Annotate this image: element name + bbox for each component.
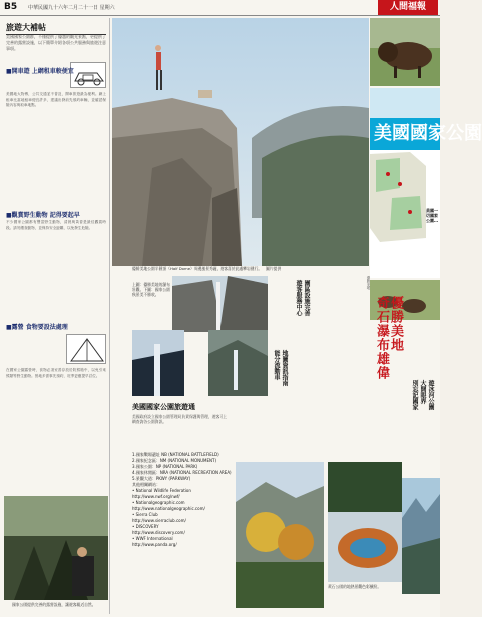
- section-heading-wildlife: ■觀賞野生動物 記得要起早: [6, 212, 80, 219]
- info-item: 3.國家公園：NP (NATIONAL PARK): [132, 464, 198, 469]
- half-dome-caption: 優勝美地公園半圓頂（Half Dome）周邊風景秀麗，遊客喜於此處攀岩健行。 圖片提供: [132, 266, 282, 271]
- section-body-camping: 在國家公園露營時，食物必須妥善存放於防熊箱中，以免引來熊類等野生動物。營地多需事先預約，旺季更應提早訂位。: [6, 368, 106, 378]
- column-title: 旅遊大補帖: [6, 22, 106, 35]
- subhead-eye-opening: 大開眼界: [419, 380, 426, 404]
- feature-body-text: [272, 276, 370, 398]
- map-note: 美國一切國家公園…: [426, 208, 438, 223]
- glacier-photo: [402, 478, 440, 594]
- info-item: • National Wildlife Federation: [132, 488, 191, 493]
- feature-headline-yosemite: 優勝美地: [388, 296, 403, 352]
- feature-headline-waterfall: 奇石瀑布雄偉: [374, 296, 389, 380]
- subhead-traffic: 能分流動車: [273, 350, 280, 380]
- info-item: 2.國家紀念區：NM (NATIONAL MONUMENT): [132, 458, 217, 463]
- section-heading-camping: ■露營 食物要設法處理: [6, 324, 68, 331]
- bison-photo: [370, 18, 440, 86]
- info-item: • Sierra Club: [132, 512, 158, 517]
- camping-photo: [4, 496, 108, 600]
- subhead-glacier: 遊冰河公園: [427, 380, 434, 410]
- info-item: • DISCOVERY: [132, 524, 159, 529]
- section-heading-driving: ■開車遊 上網租車較便宜: [6, 68, 74, 75]
- subhead-national: 別忘記國家: [411, 380, 418, 410]
- info-link[interactable]: http://www.panda.org/: [132, 542, 177, 547]
- info-link[interactable]: http://www.nationalgeographic.com/: [132, 506, 205, 511]
- info-box-intro: 美國政府設立國家公園管理局負責保護與管理，遊客可上網查詢各公園資訊。: [132, 414, 227, 425]
- page-header: [0, 0, 440, 16]
- geyser-caption: 黃石公園的地熱景觀色彩繽紛。: [328, 584, 382, 589]
- geyser-photo: [328, 462, 402, 582]
- subhead-map-guide: 地圖資訊指南: [281, 350, 288, 386]
- us-map-graphic: [370, 88, 482, 278]
- info-list: [132, 452, 232, 548]
- info-item: • Nationalgeographic.com: [132, 500, 185, 505]
- waterfall-caption: 上圖：優勝美地的瀑布壯觀。下圖：國家公園秋景美不勝收。: [132, 282, 170, 297]
- page-number: B5: [4, 2, 18, 12]
- newspaper-logo: 人間福報: [378, 0, 438, 15]
- travel-tips-column: [4, 18, 110, 614]
- feature-body-headline-ref: 優勝美地: [366, 276, 370, 290]
- section-body-driving: 美國地大物博，公共交通並不普及，開車旅遊最為便利。網上租車比當地租車便宜許多，建議出發前先預約車輛，並確認保險內容與取車地點。: [6, 92, 106, 107]
- info-item: • WWF International: [132, 536, 173, 541]
- valley-photo: [208, 330, 268, 396]
- tent-illustration: [66, 334, 106, 364]
- autumn-forest-photo: [236, 462, 324, 608]
- map-title: 美國國家公園: [370, 118, 440, 150]
- info-item: 其他相關網站：: [132, 482, 160, 487]
- info-box-title: 美國國家公園旅遊通: [132, 403, 195, 411]
- info-item: 5.景觀大道：PKWY (PARKWAY): [132, 476, 191, 481]
- half-dome-photo: [112, 18, 369, 266]
- info-item: 4.國家休閒區：NRA (NATIONAL RECREATION AREA): [132, 470, 232, 475]
- section-body-wildlife: 不少國家公園都有豐富野生動物，清晨與黃昏是最佳觀賞時段。請勿餵食動物，並保持安全距離，以免發生危險。: [6, 220, 106, 230]
- subhead-visitor-center: 遊客服務中心: [295, 280, 302, 316]
- waterfall-photo-left: [132, 330, 184, 396]
- waterfall-photo-top: [172, 276, 268, 332]
- info-item: 1.國家戰場遺址 NB (NATIONAL BATTLEFIELD): [132, 452, 219, 457]
- camping-photo-caption: 國家公園提供完善的露營設施，讓遊客親近自然。: [12, 602, 96, 607]
- info-link[interactable]: http://www.nwf.org/nwf/: [132, 494, 180, 499]
- subhead-facilities: 園區設施完善: [303, 280, 310, 316]
- info-link[interactable]: http://www.sierraclub.com/: [132, 518, 186, 523]
- column-intro: 美國國家公園群，不僅提供了優越的觀光景點，更提供了完善的露營設施，以下簡單介紹各項公共服務與旅遊注意事項。: [6, 34, 106, 51]
- info-link[interactable]: http://www.discovery.com/: [132, 530, 185, 535]
- issue-date: 中華民國九十六年二月二十一日 星期六: [28, 5, 115, 11]
